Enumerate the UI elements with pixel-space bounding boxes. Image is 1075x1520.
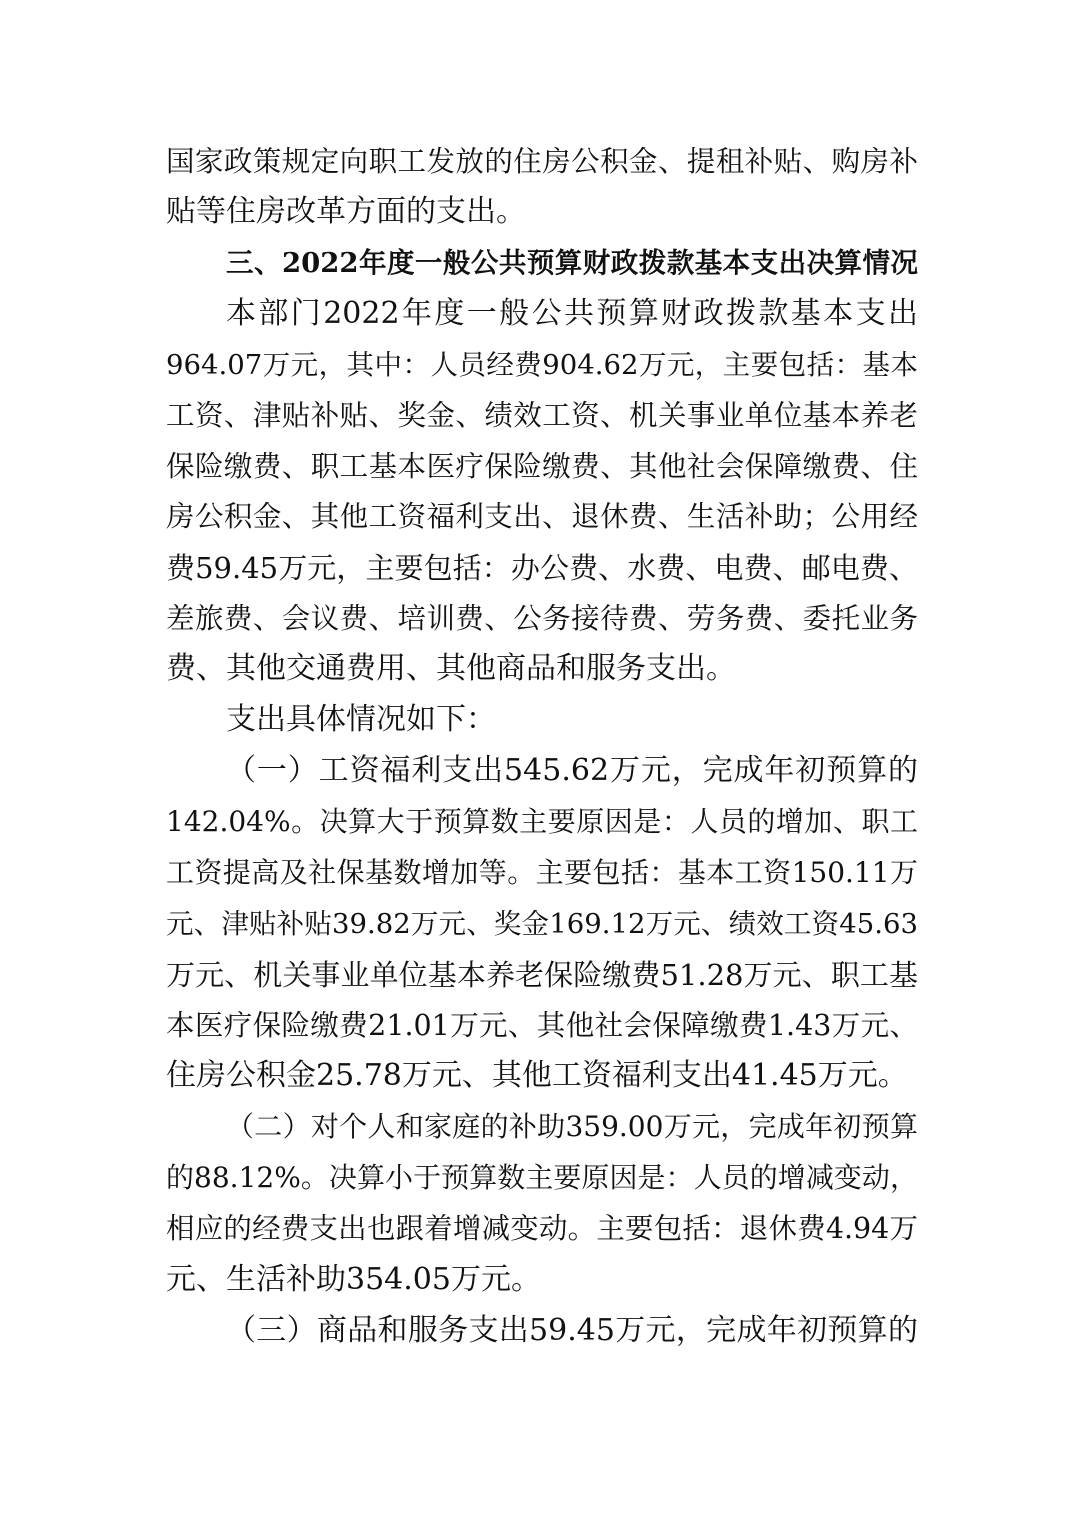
text-line: 房公积金、其他工资福利支出、退休费、生活补助；公用经: [166, 500, 918, 533]
text-line: 本医疗保险缴费21.01万元、其他社会保障缴费1.43万元、: [166, 1009, 918, 1042]
text-line: 费59.45万元，主要包括：办公费、水费、电费、邮电费、: [166, 551, 918, 585]
text-line: 相应的经费支出也跟着增减变动。主要包括：退休费4.94万: [166, 1212, 918, 1245]
text-line: （一）工资福利支出545.62万元，完成年初预算的: [226, 753, 918, 788]
text-line: （二）对个人和家庭的补助359.00万元，完成年初预算: [226, 1110, 918, 1143]
text-line: 964.07万元，其中：人员经费904.62万元，主要包括：基本: [166, 349, 918, 381]
text-line: 142.04%。决算大于预算数主要原因是：人员的增加、职工: [166, 805, 918, 838]
text-line: 的88.12%。决算小于预算数主要原因是：人员的增减变动，: [166, 1161, 918, 1194]
text-line: 工资提高及社保基数增加等。主要包括：基本工资150.11万: [166, 856, 918, 889]
text-line: 贴等住房改革方面的支出。: [166, 194, 526, 229]
text-line: 保险缴费、职工基本医疗保险缴费、其他社会保障缴费、住: [166, 450, 918, 483]
text-line: 元、生活补助354.05万元。: [166, 1262, 541, 1297]
text-line: 本部门2022年度一般公共预算财政拨款基本支出: [226, 296, 918, 331]
section-heading: 三、2022年度一般公共预算财政拨款基本支出决算情况: [226, 247, 918, 279]
text-line: 差旅费、会议费、培训费、公务接待费、劳务费、委托业务: [166, 602, 918, 635]
text-line: 元、津贴补贴39.82万元、奖金169.12万元、绩效工资45.63: [166, 908, 918, 940]
text-line: 万元、机关事业单位基本养老保险缴费51.28万元、职工基: [166, 958, 918, 992]
text-line: 国家政策规定向职工发放的住房公积金、提租补贴、购房补: [166, 145, 918, 178]
text-line: 支出具体情况如下：: [226, 702, 496, 737]
text-line: 费、其他交通费用、其他商品和服务支出。: [166, 651, 736, 686]
text-line: 住房公积金25.78万元、其他工资福利支出41.45万元。: [166, 1058, 908, 1093]
text-line: （三）商品和服务支出59.45万元，完成年初预算的: [226, 1313, 918, 1348]
text-line: 工资、津贴补贴、奖金、绩效工资、机关事业单位基本养老: [166, 399, 918, 432]
